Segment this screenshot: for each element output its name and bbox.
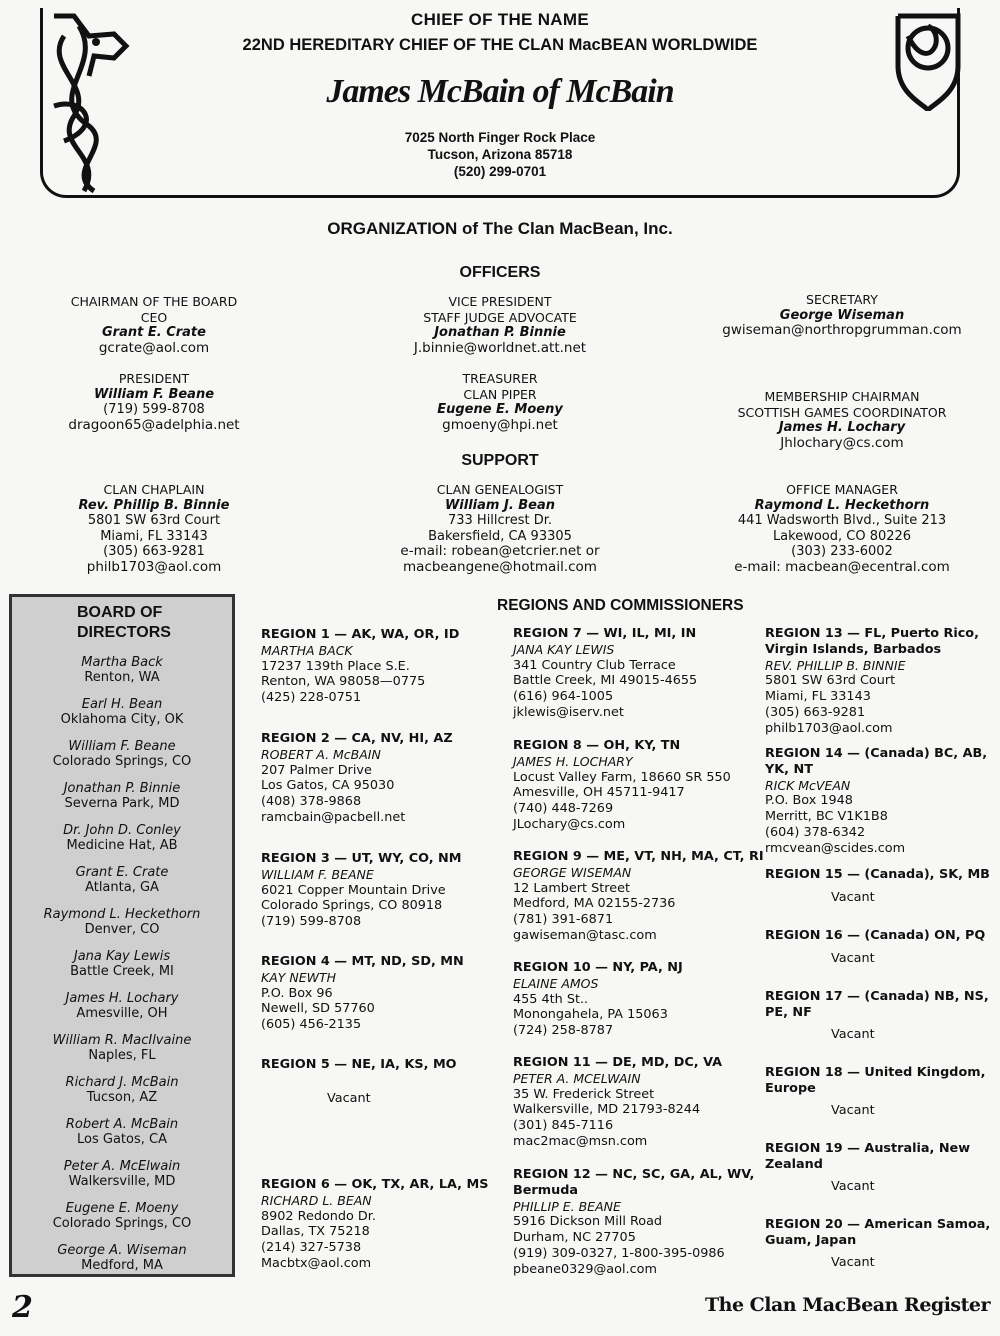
region-heading: REGION 13 — FL, Puerto Rico, <box>765 626 979 641</box>
email-link[interactable]: J.binnie@worldnet.att.net <box>413 339 587 356</box>
director-city: Denver, CO <box>84 921 160 937</box>
support-genealogist <box>380 482 620 575</box>
region-heading: REGION 16 — (Canada) ON, PQ <box>765 928 986 943</box>
role: MEMBERSHIP CHAIRMAN <box>764 389 920 404</box>
organization-title: ORGANIZATION of The Clan MacBean, Inc. <box>327 219 673 238</box>
region-13 <box>765 626 979 737</box>
director <box>12 950 232 979</box>
officer-chairman <box>44 294 264 356</box>
role: CLAN GENEALOGIST <box>436 482 564 497</box>
email-link[interactable]: mac2mac@msn.com <box>513 1133 648 1149</box>
director-name: William R. MacIlvaine <box>52 1033 192 1048</box>
header-line2: 22ND HEREDITARY CHIEF OF THE CLAN MacBEAN WORLDWIDE <box>242 36 758 54</box>
commissioner-name: ELAINE AMOS <box>513 975 599 991</box>
region-1 <box>261 627 459 706</box>
phone: (303) 233-6002 <box>791 544 893 559</box>
director <box>12 1244 232 1273</box>
region-heading: REGION 8 — OH, KY, TN <box>513 738 681 753</box>
officer-treasurer <box>390 371 610 433</box>
officer-name: James H. Lochary <box>778 420 906 435</box>
city: Medford, MA 02155-2736 <box>513 896 676 912</box>
director-name: Peter A. McElwain <box>63 1159 181 1174</box>
address: 341 Country Club Terrace <box>513 657 676 673</box>
region-7 <box>513 626 697 721</box>
region-18 <box>765 1065 985 1118</box>
phone: (305) 663-9281 <box>765 704 866 720</box>
address: 12 Lambert Street <box>513 880 631 896</box>
director-name: Jonathan P. Binnie <box>63 781 181 796</box>
director <box>12 782 232 811</box>
director-city: Battle Creek, MI <box>70 963 174 979</box>
commissioner-name: GEORGE WISEMAN <box>513 864 632 880</box>
role: VICE PRESIDENT <box>448 294 552 309</box>
region-heading: REGION 10 — NY, PA, NJ <box>513 960 683 975</box>
director-name: Martha Back <box>81 655 163 670</box>
city: Renton, WA 98058—0775 <box>261 674 426 690</box>
region-heading-cont: Virgin Islands, Barbados <box>765 641 942 657</box>
region-heading: REGION 4 — MT, ND, SD, MN <box>261 954 464 969</box>
region-19 <box>765 1141 970 1194</box>
region-15 <box>765 867 990 906</box>
director-name: Earl H. Bean <box>81 697 163 712</box>
region-heading: REGION 1 — AK, WA, OR, ID <box>261 627 460 642</box>
region-heading: REGION 14 — (Canada) BC, AB, <box>765 746 988 761</box>
region-heading-cont: PE, NF <box>765 1004 812 1020</box>
phone: (719) 599-8708 <box>261 914 362 930</box>
officer-secretary <box>712 292 972 339</box>
city: Durham, NC 27705 <box>513 1230 636 1246</box>
director <box>12 824 232 853</box>
commissioner-name: WILLIAM F. BEANE <box>261 866 374 882</box>
email-link[interactable]: philb1703@aol.com <box>765 720 893 736</box>
director <box>12 1160 232 1189</box>
director-name: George A. Wiseman <box>57 1243 187 1258</box>
phone: (425) 228-0751 <box>261 690 362 706</box>
city: Walkersville, MD 21793-8244 <box>513 1102 701 1118</box>
region-heading: REGION 2 — CA, NV, HI, AZ <box>261 731 453 746</box>
vacant-label: Vacant <box>831 889 875 905</box>
vacant-label: Vacant <box>831 1102 875 1118</box>
director-name: Eugene E. Moeny <box>65 1201 179 1216</box>
header-line1: CHIEF OF THE NAME <box>411 10 589 29</box>
email-link[interactable]: JLochary@cs.com <box>513 816 626 832</box>
email-link[interactable]: gcrate@aol.com <box>98 339 210 356</box>
vacant-label: Vacant <box>831 1026 875 1042</box>
chief-address <box>130 129 870 180</box>
email-link[interactable]: macbeangene@hotmail.com <box>403 558 597 575</box>
commissioner-name: ROBERT A. McBAIN <box>261 746 381 762</box>
director-name: Robert A. McBain <box>65 1117 179 1132</box>
director <box>12 740 232 769</box>
officer-membership-chairman <box>712 389 972 451</box>
city: Monongahela, PA 15063 <box>513 1007 668 1023</box>
region-heading: REGION 20 — American Samoa, <box>765 1217 991 1232</box>
email-link[interactable]: pbeane0329@aol.com <box>513 1261 657 1277</box>
commissioner-name: PETER A. MCELWAIN <box>513 1070 641 1086</box>
region-heading: REGION 3 — UT, WY, CO, NM <box>261 851 462 866</box>
commissioner-name: PHILLIP E. BEANE <box>513 1198 621 1214</box>
address-line2: Tucson, Arizona 85718 <box>427 147 573 162</box>
support-office-manager <box>712 482 972 575</box>
support-name: William J. Bean <box>444 497 556 513</box>
role: TREASURER <box>462 371 538 386</box>
officer-vice-president <box>390 294 610 356</box>
director-city: Severna Park, MD <box>64 795 180 811</box>
phone: (719) 599-8708 <box>103 402 205 417</box>
phone: (301) 845-7116 <box>513 1118 614 1134</box>
officers-title: OFFICERS <box>459 264 541 281</box>
role: SECRETARY <box>806 292 878 307</box>
city: Miami, FL 33143 <box>100 528 208 544</box>
phone: (724) 258-8787 <box>513 1023 614 1039</box>
city: Amesville, OH 45711-9417 <box>513 785 685 801</box>
director-city: Walkersville, MD <box>68 1173 176 1189</box>
role: CLAN CHAPLAIN <box>103 482 205 497</box>
region-heading: REGION 18 — United Kingdom, <box>765 1065 986 1080</box>
header <box>130 10 870 180</box>
region-heading: REGION 11 — DE, MD, DC, VA <box>513 1055 723 1070</box>
city: Merritt, BC V1K1B8 <box>765 809 888 825</box>
region-20 <box>765 1217 990 1270</box>
phone: (214) 327-5738 <box>261 1240 362 1256</box>
director-city: Oklahoma City, OK <box>60 711 184 727</box>
address: 455 4th St.. <box>513 991 589 1007</box>
email-link[interactable]: jklewis@iserv.net <box>513 704 624 720</box>
region-heading-cont: Bermuda <box>513 1182 578 1198</box>
officer-name: Jonathan P. Binnie <box>434 325 566 340</box>
region-heading: REGION 9 — ME, VT, NH, MA, CT, RI <box>513 849 764 864</box>
address: 207 Palmer Drive <box>261 762 372 778</box>
email-link[interactable]: rmcvean@scides.com <box>765 840 906 856</box>
vacant-label: Vacant <box>831 950 875 966</box>
address: 5916 Dickson Mill Road <box>513 1214 663 1230</box>
address: 6021 Copper Mountain Drive <box>261 882 446 898</box>
board-title-line2: DIRECTORS <box>77 624 171 641</box>
region-heading: REGION 6 — OK, TX, AR, LA, MS <box>261 1177 489 1192</box>
commissioner-name: RICK McVEAN <box>765 777 851 793</box>
director-city: Renton, WA <box>84 669 160 685</box>
city: Colorado Springs, CO 80918 <box>261 898 443 914</box>
region-11 <box>513 1055 722 1150</box>
city: Los Gatos, CA 95030 <box>261 778 395 794</box>
email-link[interactable]: philb1703@aol.com <box>86 558 222 575</box>
phone: (604) 378-6342 <box>765 824 866 840</box>
email-link[interactable]: Macbtx@aol.com <box>261 1255 372 1271</box>
commissioner-name: MARTHA BACK <box>261 642 353 658</box>
region-12 <box>513 1167 754 1278</box>
board-of-directors-panel <box>9 594 235 1277</box>
director <box>12 908 232 937</box>
address: P.O. Box 96 <box>261 985 333 1001</box>
regions-title: REGIONS AND COMMISSIONERS <box>497 597 744 614</box>
region-heading-cont: Europe <box>765 1080 816 1096</box>
region-14 <box>765 746 987 857</box>
officer-president <box>44 371 264 433</box>
address: 17237 139th Place S.E. <box>261 658 410 674</box>
region-4 <box>261 954 464 1033</box>
director-city: Medicine Hat, AB <box>66 837 178 853</box>
address: Locust Valley Farm, 18660 SR 550 <box>513 769 731 785</box>
address-line1: 7025 North Finger Rock Place <box>404 130 596 145</box>
region-heading-cont: Guam, Japan <box>765 1232 857 1248</box>
address: 441 Wadsworth Blvd., Suite 213 <box>737 513 947 528</box>
publication-title: The Clan MacBean Register <box>705 1294 990 1316</box>
region-heading: REGION 5 — NE, IA, KS, MO <box>261 1057 457 1072</box>
role: OFFICE MANAGER <box>786 482 898 497</box>
page-number: 2 <box>12 1290 33 1325</box>
support-name: Rev. Phillip B. Binnie <box>78 497 230 513</box>
role: SCOTTISH GAMES COORDINATOR <box>737 404 947 420</box>
officer-name: William F. Beane <box>93 386 215 402</box>
commissioner-name: JANA KAY LEWIS <box>513 641 615 657</box>
role: CEO <box>140 309 168 325</box>
officer-name: Grant E. Crate <box>102 325 206 340</box>
region-9 <box>513 849 764 944</box>
region-2 <box>261 731 453 826</box>
address: 5801 SW 63rd Court <box>765 673 896 689</box>
email-link[interactable]: ramcbain@pacbell.net <box>261 809 406 825</box>
role: PRESIDENT <box>118 371 190 386</box>
director-name: William F. Beane <box>68 739 176 754</box>
director-name: James H. Lochary <box>65 991 179 1006</box>
region-heading: REGION 15 — (Canada), SK, MB <box>765 867 990 882</box>
email-link[interactable]: dragoon65@adelphia.net <box>68 416 240 433</box>
region-heading-cont: Zealand <box>765 1156 823 1172</box>
region-17 <box>765 989 989 1042</box>
region-heading: REGION 7 — WI, IL, MI, IN <box>513 626 697 641</box>
city: Dallas, TX 75218 <box>261 1224 370 1240</box>
director <box>12 866 232 895</box>
region-6 <box>261 1177 488 1272</box>
director <box>12 1034 232 1063</box>
email-link[interactable]: Jhlochary@cs.com <box>780 434 904 451</box>
director <box>12 1202 232 1231</box>
commissioner-name: JAMES H. LOCHARY <box>513 753 633 769</box>
phone: (781) 391-6871 <box>513 912 614 928</box>
director <box>12 992 232 1021</box>
role: CLAN PIPER <box>463 386 537 402</box>
director-name: Dr. John D. Conley <box>63 823 181 838</box>
region-heading: REGION 12 — NC, SC, GA, AL, WV, <box>513 1167 755 1182</box>
director-name: Jana Kay Lewis <box>73 949 171 964</box>
director-name: Raymond L. Heckethorn <box>43 907 201 922</box>
board-title-line1: BOARD OF <box>77 604 163 621</box>
director <box>12 656 232 685</box>
commissioner-name: REV. PHILLIP B. BINNIE <box>765 657 906 673</box>
director-city: Amesville, OH <box>76 1005 168 1021</box>
email-link[interactable]: e-mail: macbean@ecentral.com <box>734 558 950 575</box>
director-name: Grant E. Crate <box>75 865 169 880</box>
officer-name: Eugene E. Moeny <box>437 402 563 417</box>
email-link[interactable]: gawiseman@tasc.com <box>513 927 657 943</box>
role: STAFF JUDGE ADVOCATE <box>423 309 577 325</box>
phone: (408) 378-9868 <box>261 794 362 810</box>
email-link[interactable]: gmoeny@hpi.net <box>442 416 558 433</box>
phone: (605) 456-2135 <box>261 1017 362 1033</box>
director <box>12 698 232 727</box>
director-city: Tucson, AZ <box>86 1089 158 1105</box>
phone: (305) 663-9281 <box>103 544 205 559</box>
commissioner-name: KAY NEWTH <box>261 969 336 985</box>
phone: (740) 448-7269 <box>513 801 614 817</box>
chief-phone: (520) 299-0701 <box>453 164 547 179</box>
region-16 <box>765 928 985 967</box>
city: Lakewood, CO 80226 <box>772 528 912 544</box>
vacant-label: Vacant <box>831 1178 875 1194</box>
director-city: Colorado Springs, CO <box>52 1215 192 1231</box>
support-title: SUPPORT <box>461 452 539 469</box>
director <box>12 1076 232 1105</box>
celtic-beast-ornament-left <box>34 6 134 196</box>
director-city: Colorado Springs, CO <box>52 753 192 769</box>
city: Miami, FL 33143 <box>765 689 871 705</box>
region-heading: REGION 17 — (Canada) NB, NS, <box>765 989 989 1004</box>
address: 8902 Redondo Dr. <box>261 1208 376 1224</box>
director-city: Los Gatos, CA <box>77 1131 167 1147</box>
city: Newell, SD 57760 <box>261 1001 375 1017</box>
director-city: Atlanta, GA <box>85 879 159 895</box>
director-city: Naples, FL <box>88 1047 156 1063</box>
phone: (919) 309-0327, 1-800-395-0986 <box>513 1245 725 1261</box>
address: 35 W. Frederick Street <box>513 1086 655 1102</box>
support-chaplain <box>44 482 264 575</box>
chief-name: James McBain of McBain <box>326 73 674 110</box>
address: 5801 SW 63rd Court <box>87 513 221 528</box>
director-city: Medford, MA <box>81 1257 163 1273</box>
city: Battle Creek, MI 49015-4655 <box>513 673 698 689</box>
city: Bakersfield, CA 93305 <box>428 528 572 544</box>
director-name: Richard J. McBain <box>65 1075 179 1090</box>
region-8 <box>513 738 731 833</box>
officer-name: George Wiseman <box>779 307 905 323</box>
board-title <box>77 603 171 643</box>
celtic-knot-ornament-right <box>888 6 968 116</box>
commissioner-name: RICHARD L. BEAN <box>261 1192 372 1208</box>
region-heading: REGION 19 — Australia, New <box>765 1141 971 1156</box>
phone: (616) 964-1005 <box>513 689 614 705</box>
address: 733 Hillcrest Dr. <box>447 513 553 528</box>
vacant-label: Vacant <box>327 1090 371 1106</box>
director <box>12 1118 232 1147</box>
region-10 <box>513 960 683 1039</box>
region-5 <box>261 1057 457 1107</box>
address: P.O. Box 1948 <box>765 793 853 809</box>
support-name: Raymond L. Heckethorn <box>754 497 930 513</box>
email-link[interactable]: e-mail: robean@etcrier.net or <box>400 543 600 559</box>
vacant-label: Vacant <box>831 1254 875 1270</box>
role: CHAIRMAN OF THE BOARD <box>70 294 238 309</box>
email-link[interactable]: gwiseman@northropgrumman.com <box>722 322 962 338</box>
region-heading-cont: YK, NT <box>765 761 813 777</box>
region-3 <box>261 851 461 930</box>
